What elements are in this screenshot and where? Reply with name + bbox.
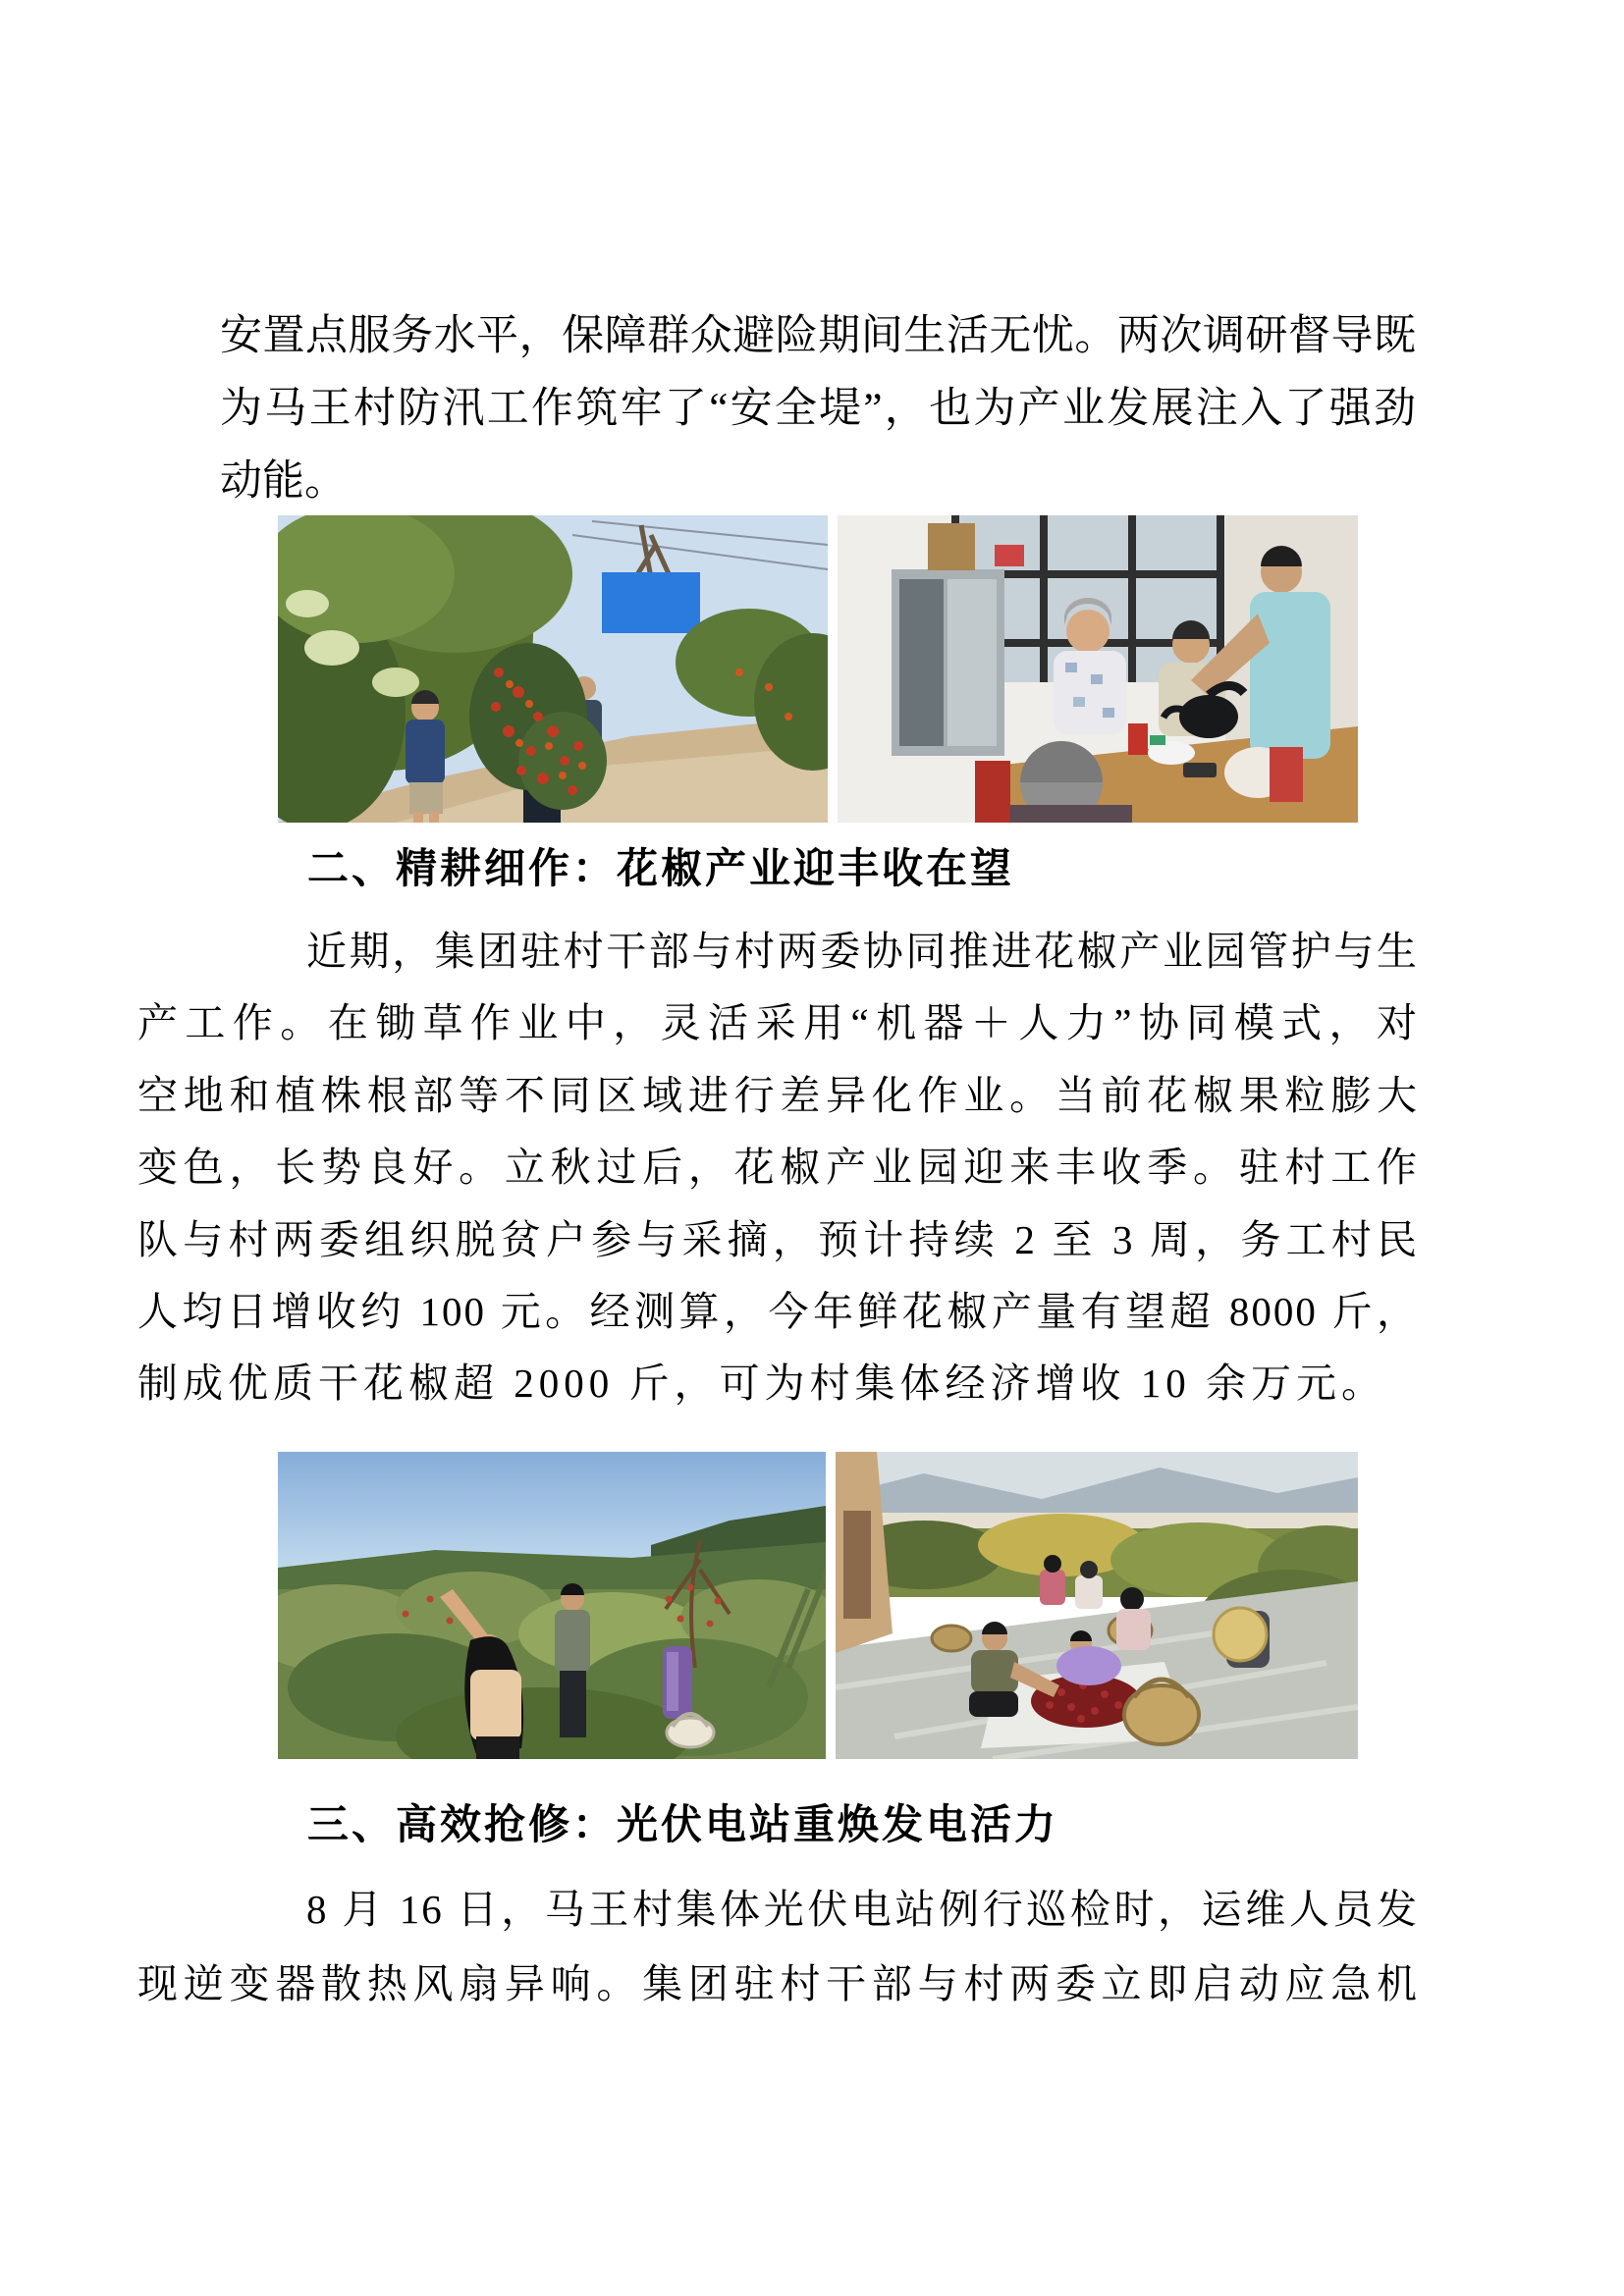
paragraph-pepper-industry (137, 916, 1419, 1420)
village-road-inspection-photo (278, 515, 828, 823)
paragraph-line: 制成优质干花椒超 2000 斤，可为村集体经济增收 10 余万元。 (137, 1361, 1386, 1407)
paragraph-pv-station (137, 1872, 1419, 2021)
paragraph-line: 8 月 16 日，马王村集体光伏电站例行巡检时，运维人员发 (306, 1887, 1419, 1932)
section-heading-pepper-harvest: 二、精耕细作：花椒产业迎丰收在望 (307, 845, 1015, 891)
section-heading-pv-repair: 三、高效抢修：光伏电站重焕发电活力 (307, 1801, 1059, 1847)
household-visit-photo (838, 515, 1358, 823)
paragraph-line: 产工作。在锄草作业中，灵活采用“机器＋人力”协同模式，对 (137, 1000, 1419, 1046)
paragraph-line: 动能。 (220, 458, 347, 505)
photo-row-2 (278, 1452, 1358, 1759)
paragraph-line: 队与村两委组织脱贫户参与采摘，预计持续 2 至 3 周，务工村民 (137, 1216, 1419, 1262)
paragraph-line: 变色，长势良好。立秋过后，花椒产业园迎来丰收季。驻村工作 (137, 1145, 1419, 1191)
paragraph-line: 为马王村防汛工作筑牢了“安全堤”，也为产业发展注入了强劲 (220, 386, 1416, 432)
photo-row-1 (278, 515, 1358, 823)
pepper-field-picking-photo (278, 1452, 826, 1759)
paragraph-line: 近期，集团驻村干部与村两委协同推进花椒产业园管护与生 (306, 929, 1419, 974)
paragraph-line: 空地和植株根部等不同区域进行差异化作业。当前花椒果粒膨大 (137, 1072, 1419, 1118)
paragraph-line: 安置点服务水平，保障群众避险期间生活无忧。两次调研督导既 (220, 313, 1416, 359)
paragraph-line: 现逆变器散热风扇异响。集团驻村干部与村两委立即启动应急机 (137, 1961, 1419, 2006)
pepper-sorting-photo (836, 1452, 1358, 1759)
paragraph-line: 人均日增收约 100 元。经测算，今年鲜花椒产量有望超 8000 斤， (137, 1289, 1419, 1335)
paragraph-flood-prevention (220, 300, 1416, 518)
